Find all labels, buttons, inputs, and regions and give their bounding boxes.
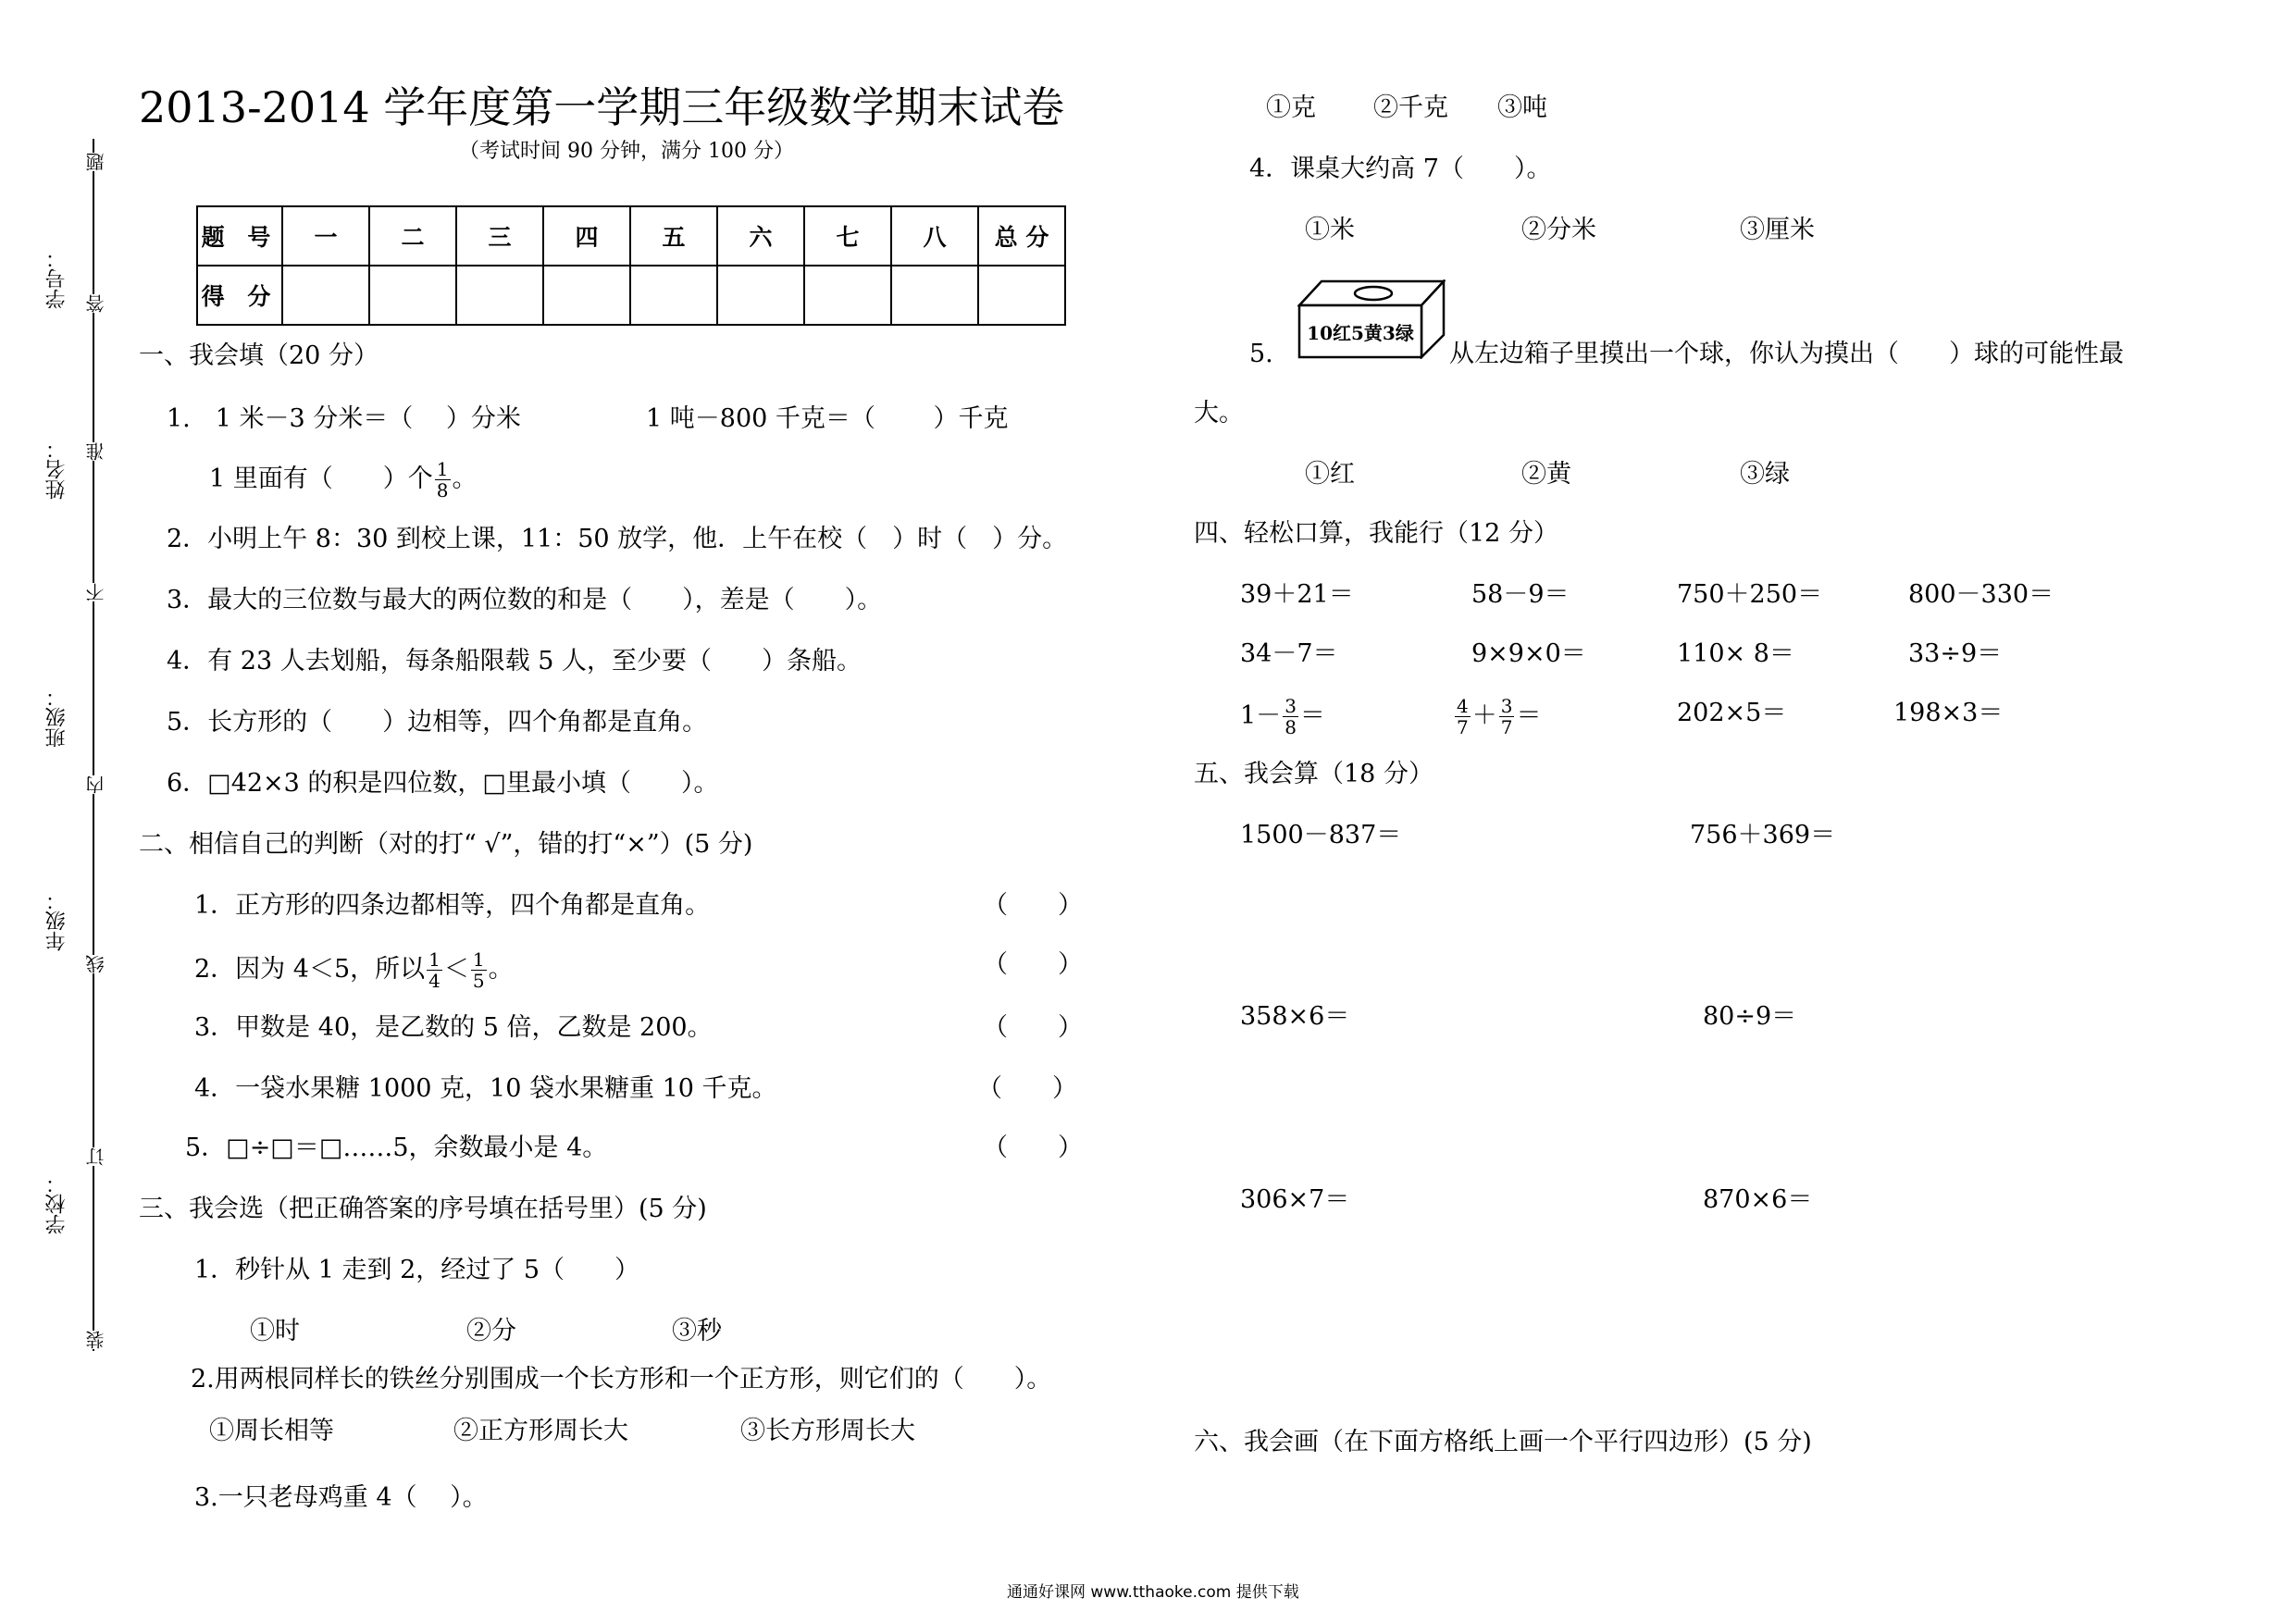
score-cell: 六 xyxy=(717,206,804,266)
score-cell: 五 xyxy=(630,206,717,266)
option: ②千克 xyxy=(1373,93,1448,122)
question-2-4: 4．一袋水果糖 1000 克，10 袋水果糖重 10 千克。 xyxy=(194,1074,777,1103)
question-1-3: 3．最大的三位数与最大的两位数的和是（ ），差是（ ）。 xyxy=(167,586,883,614)
score-cell: 二 xyxy=(369,206,456,266)
option: ②黄 xyxy=(1521,460,1571,489)
mental-calc: 750＋250＝ xyxy=(1677,580,1823,609)
binding-char: 答 xyxy=(82,294,109,313)
mental-calc: 39＋21＝ xyxy=(1240,580,1354,609)
binding-line xyxy=(93,139,94,1351)
score-table xyxy=(196,205,1066,326)
ball-box-image xyxy=(1297,279,1446,359)
question-text: 2．因为 4＜5，所以 xyxy=(194,955,426,984)
score-input-cell[interactable] xyxy=(891,266,978,325)
ball-box-label: 10红5黄3绿 xyxy=(1307,322,1414,344)
score-cell: 八 xyxy=(891,206,978,266)
question-1-1c xyxy=(209,459,478,501)
score-input-cell[interactable] xyxy=(369,266,456,325)
score-cell: 得 分 xyxy=(197,266,282,325)
student-id-label: 学号： xyxy=(45,248,68,309)
score-table-score-row xyxy=(197,266,1065,325)
name-label: 姓名： xyxy=(45,439,68,500)
question-text: ＜ xyxy=(443,955,469,984)
binding-char: 不 xyxy=(82,583,109,601)
score-cell: 四 xyxy=(543,206,630,266)
fraction: $\frac{1}{4}$ xyxy=(428,948,441,992)
answer-paren[interactable]: （ ） xyxy=(983,891,1083,920)
score-input-cell[interactable] xyxy=(717,266,804,325)
question-1-1a: 1. 1 米－3 分米＝（ ）分米 xyxy=(167,404,521,433)
score-input-cell[interactable] xyxy=(630,266,717,325)
score-cell: 三 xyxy=(456,206,543,266)
score-table-header-row xyxy=(197,206,1065,266)
option: ①周长相等 xyxy=(209,1417,334,1445)
option: ①红 xyxy=(1305,460,1355,489)
question-text: 。 xyxy=(452,465,478,493)
option: ①克 xyxy=(1266,93,1316,122)
option: ③绿 xyxy=(1740,460,1790,489)
exam-subtitle: （考试时间 90 分钟，满分 100 分） xyxy=(459,140,794,163)
question-3-5-cont: 大。 xyxy=(1194,399,1244,427)
answer-paren[interactable]: （ ） xyxy=(983,1013,1083,1042)
binding-char: 内 xyxy=(82,775,109,794)
mental-calc: 202×5＝ xyxy=(1677,699,1787,727)
question-3-2: 2.用两根同样长的铁丝分别围成一个长方形和一个正方形，则它们的（ ）。 xyxy=(191,1365,1052,1394)
school-label: 学校： xyxy=(45,1173,68,1234)
written-calc: 80÷9＝ xyxy=(1703,1002,1797,1031)
binding-char: 准 xyxy=(82,442,109,461)
question-1-2: 2．小明上午 8：30 到校上课，11：50 放学，他．上午在校（ ）时（ ）分。 xyxy=(167,525,1068,553)
section-1-heading: 一、我会填（20 分） xyxy=(139,341,379,370)
question-1-4: 4．有 23 人去划船，每条船限载 5 人，至少要（ ）条船。 xyxy=(167,647,863,675)
binding-char: 订 xyxy=(82,1147,109,1166)
answer-paren[interactable]: （ ） xyxy=(977,1074,1077,1103)
fraction: $\frac{3}{7}$ xyxy=(1500,695,1513,738)
score-input-cell[interactable] xyxy=(282,266,369,325)
written-calc: 306×7＝ xyxy=(1240,1185,1350,1214)
footer-source: 通通好课网 www.tthaoke.com 提供下载 xyxy=(1007,1583,1299,1602)
exam-title: 2013-2014 学年度第一学期三年级数学期末试卷 xyxy=(139,82,1065,132)
question-1-6: 6．□42×3 的积是四位数，□里最小填（ ）。 xyxy=(167,769,719,798)
section-4-heading: 四、轻松口算，我能行（12 分） xyxy=(1194,519,1558,548)
option: ③吨 xyxy=(1497,93,1547,122)
score-input-cell[interactable] xyxy=(804,266,891,325)
mental-calc: 33÷9＝ xyxy=(1908,639,2003,668)
mental-calc: 58－9＝ xyxy=(1471,580,1570,609)
binding-char: 装 xyxy=(82,1331,109,1349)
score-input-cell[interactable] xyxy=(978,266,1065,325)
option: ②分 xyxy=(466,1317,516,1345)
mental-calc: 800－330＝ xyxy=(1908,580,2054,609)
mental-calc: 34－7＝ xyxy=(1240,639,1338,668)
score-input-cell[interactable] xyxy=(543,266,630,325)
question-1-1b: 1 吨－800 千克＝（ ）千克 xyxy=(646,404,1009,433)
option: ①时 xyxy=(250,1317,300,1345)
question-2-1: 1．正方形的四条边都相等，四个角都是直角。 xyxy=(194,891,711,920)
score-cell: 题 号 xyxy=(197,206,282,266)
option: ③长方形周长大 xyxy=(740,1417,915,1445)
score-input-cell[interactable] xyxy=(456,266,543,325)
mental-calc: 198×3＝ xyxy=(1893,699,2004,727)
binding-char: 题 xyxy=(82,153,109,171)
option: ③秒 xyxy=(672,1317,722,1345)
question-3-1: 1．秒针从 1 走到 2，经过了 5（ ） xyxy=(194,1256,640,1284)
fraction: $\frac{1}{8}$ xyxy=(436,458,449,502)
answer-paren[interactable]: （ ） xyxy=(983,1134,1083,1162)
score-cell: 一 xyxy=(282,206,369,266)
question-3-5: 从左边箱子里摸出一个球，你认为摸出（ ）球的可能性最 xyxy=(1449,340,2124,368)
score-cell: 总 分 xyxy=(978,206,1065,266)
section-2-heading: 二、相信自己的判断（对的打“ √”，错的打“×”）(5 分) xyxy=(139,830,753,859)
grade-label: 年级： xyxy=(45,890,68,951)
fraction: $\frac{4}{7}$ xyxy=(1457,695,1469,738)
question-3-4: 4．课桌大约高 7（ ）。 xyxy=(1249,155,1552,183)
binding-char: 线 xyxy=(82,955,109,973)
written-calc: 358×6＝ xyxy=(1240,1002,1350,1031)
question-text: 。 xyxy=(488,955,514,984)
section-3-heading: 三、我会选（把正确答案的序号填在括号里）(5 分) xyxy=(139,1195,707,1223)
written-calc: 756＋369＝ xyxy=(1690,821,1836,849)
question-text: 1 里面有（ ）个 xyxy=(209,465,433,493)
written-calc: 870×6＝ xyxy=(1703,1185,1813,1214)
option: ③厘米 xyxy=(1740,216,1815,244)
fraction: $\frac{1}{5}$ xyxy=(472,948,485,992)
question-1-5: 5．长方形的（ ）边相等，四个角都是直角。 xyxy=(167,708,708,737)
question-2-5: 5．□÷□＝□……5，余数最小是 4。 xyxy=(185,1134,608,1162)
mental-calc: 110× 8＝ xyxy=(1677,639,1794,668)
answer-paren[interactable]: （ ） xyxy=(983,950,1083,979)
class-label: 班级： xyxy=(45,687,68,748)
option: ②正方形周长大 xyxy=(453,1417,628,1445)
mental-calc: $\frac{4}{7}$ ＋ $\frac{3}{7}$ ＝ xyxy=(1457,695,1542,738)
fraction: $\frac{3}{8}$ xyxy=(1285,695,1297,738)
section-5-heading: 五、我会算（18 分） xyxy=(1194,760,1433,788)
option: ②分米 xyxy=(1521,216,1596,244)
section-6-heading: 六、我会画（在下面方格纸上画一个平行四边形）(5 分) xyxy=(1194,1428,1812,1456)
question-2-2 xyxy=(194,949,514,991)
question-3-3: 3.一只老母鸡重 4（ ）。 xyxy=(194,1483,488,1512)
question-3-5-number: 5. xyxy=(1249,340,1273,368)
mental-calc: 9×9×0＝ xyxy=(1471,639,1586,668)
question-2-3: 3．甲数是 40，是乙数的 5 倍，乙数是 200。 xyxy=(194,1013,713,1042)
mental-calc: 1－ $\frac{3}{8}$ ＝ xyxy=(1240,695,1325,738)
written-calc: 1500－837＝ xyxy=(1240,821,1402,849)
score-cell: 七 xyxy=(804,206,891,266)
option: ①米 xyxy=(1305,216,1355,244)
